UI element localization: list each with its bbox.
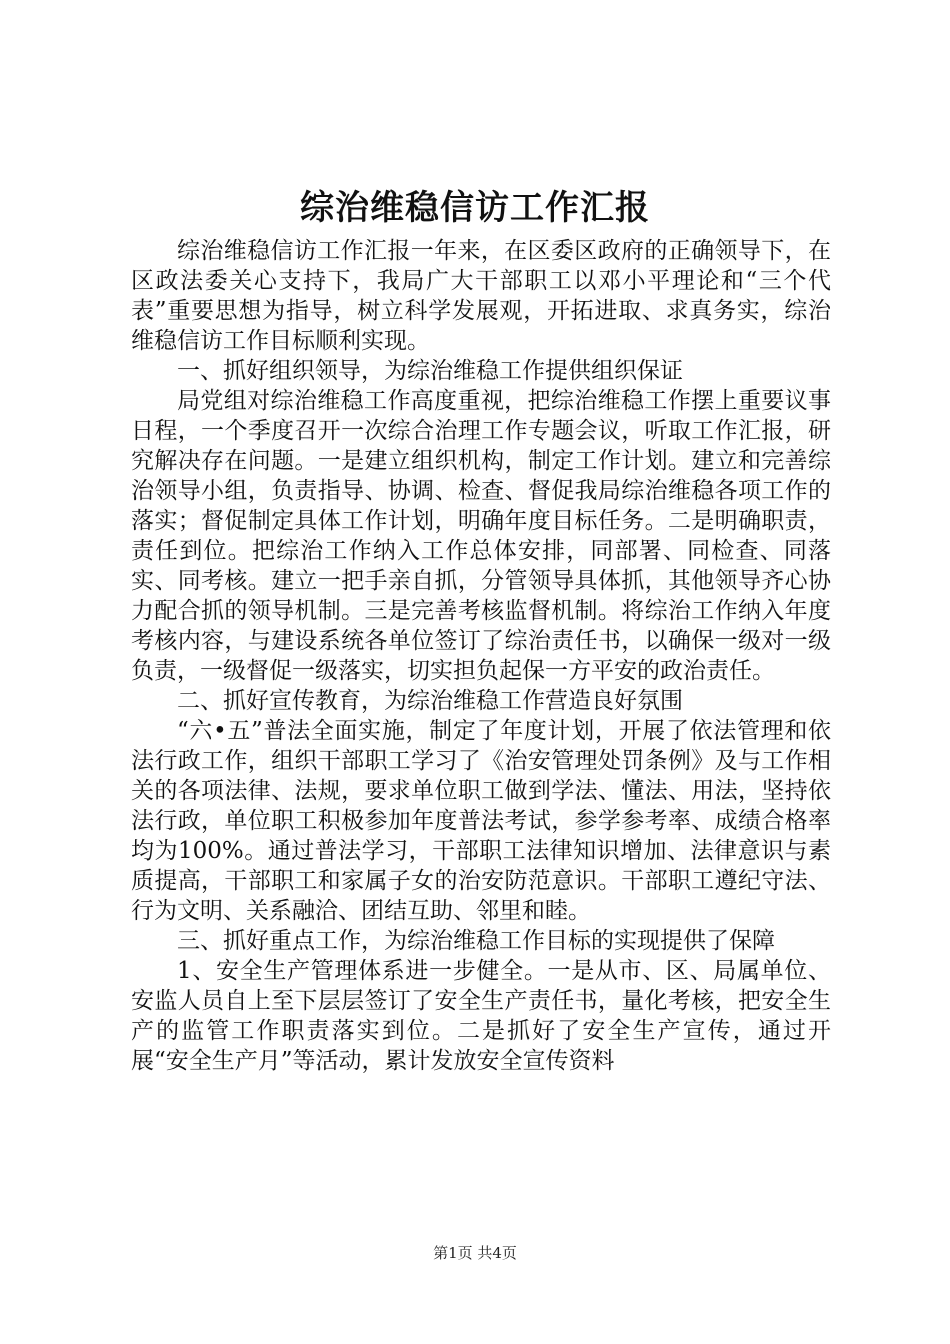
section-heading-3: 三、抓好重点工作，为综治维稳工作目标的实现提供了保障 — [177, 928, 775, 954]
document-title: 综治维稳信访工作汇报 — [300, 188, 650, 228]
section-heading-1: 一、抓好组织领导，为综治维稳工作提供组织保证 — [177, 358, 683, 384]
section-3-paragraph: 1、安全生产管理体系进一步健全。一是从市、区、局属单位、安监人员自上至下层层签订了安全生产责任书，量化考核，把安全生产的监管工作职责落实到位。二是抓好了安全生产宣传，通过开展“安全生产月”等活动，累计发放安全宣传资料 — [131, 958, 831, 1074]
intro-paragraph: 综治维稳信访工作汇报一年来，在区委区政府的正确领导下，在区政法委关心支持下，我局广大干部职工以邓小平理论和“三个代表”重要思想为指导，树立科学发展观，开拓进取、求真务实，综治维稳信访工作目标顺利实现。 — [131, 238, 831, 354]
document-body — [131, 236, 831, 1076]
section-1-paragraph: 局党组对综治维稳工作高度重视，把综治维稳工作摆上重要议事日程，一个季度召开一次综合治理工作专题会议，听取工作汇报，研究解决存在问题。一是建立组织机构，制定工作计划。建立和完善综治领导小组，负责指导、协调、检查、督促我局综治维稳各项工作的落实；督促制定具体工作计划，明确年度目标任务。二是明确职责，责任到位。把综治工作纳入工作总体安排，同部署、同检查、同落实、同考核。建立一把手亲自抓，分管领导具体抓，其他领导齐心协力配合抓的领导机制。三是完善考核监督机制。将综治工作纳入年度考核内容，与建设系统各单位签订了综治责任书，以确保一级对一级负责，一级督促一级落实，切实担负起保一方平安的政治责任。 — [131, 388, 831, 684]
section-2-paragraph: “六•五”普法全面实施，制定了年度计划，开展了依法管理和依法行政工作，组织干部职工学习了《治安管理处罚条例》及与工作相关的各项法律、法规，要求单位职工做到学法、懂法、用法，坚持依法行政，单位职工积极参加年度普法考试，参学参考率、成绩合格率均为100%。通过普法学习，干部职工法律知识增加、法律意识与素质提高，干部职工和家属子女的治安防范意识。干部职工遵纪守法、行为文明、关系融洽、团结互助、邻里和睦。 — [131, 718, 831, 924]
page-footer: 第1页 共4页 — [433, 1244, 517, 1262]
section-heading-2: 二、抓好宣传教育，为综治维稳工作营造良好氛围 — [177, 688, 683, 714]
